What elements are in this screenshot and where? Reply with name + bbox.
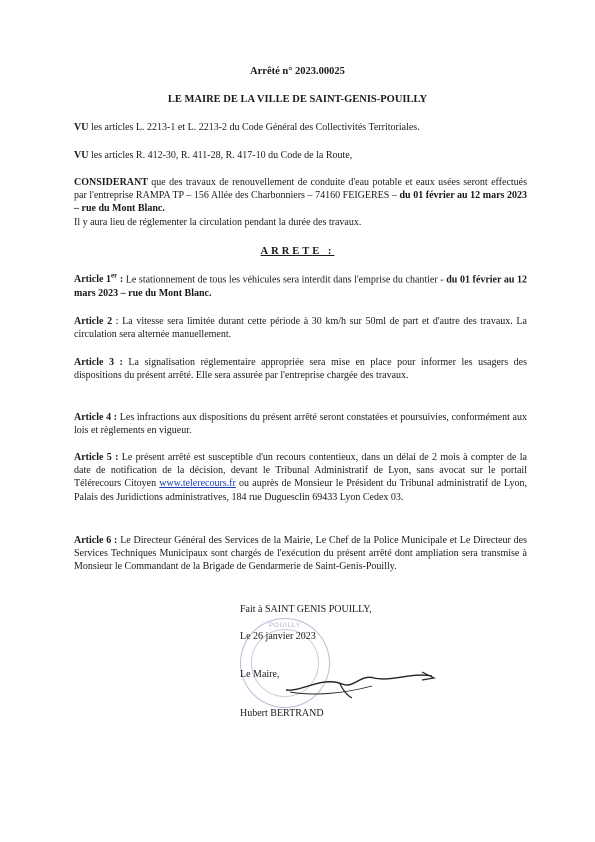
stamp-text: POUILLY <box>269 623 301 629</box>
considerant-tail: Il y aura lieu de réglementer la circulation pendant la durée des travaux. <box>74 216 362 228</box>
issuing-authority: LE MAIRE DE LA VILLE DE SAINT-GENIS-POUILLY <box>167 94 428 105</box>
vu-paragraph-2 <box>74 149 527 162</box>
article-dates: du 01 février au 12 mars 2023 – rue du Mont Blanc. <box>74 274 527 299</box>
article-3 <box>74 356 527 382</box>
signature-role: Le Maire, <box>240 669 280 680</box>
handwritten-signature <box>282 662 442 702</box>
article-text: La signalisation réglementaire appropriée sera mise en place pour informer les usagers des dispositions du présent arrêté. Elle sera assurée par l'entreprise chargée des travaux. <box>74 357 527 382</box>
article-text: Le présent arrêté est susceptible d'un recours contentieux, dans un délai de 2 mois à compter de la date de notification de la décision, devant le Tribunal Administratif de Lyon, sans avocat sur le portail Télérecours Citoyen <box>74 452 527 490</box>
signatory-name: Hubert BERTRAND <box>240 708 324 719</box>
considerant-label: CONSIDERANT <box>74 177 148 188</box>
arrete-heading: ARRETE : <box>260 246 335 257</box>
article-label: Article 3 : <box>74 357 123 368</box>
signature-date: Le 26 janvier 2023 <box>240 631 316 642</box>
article-label: Article 4 : <box>74 412 118 423</box>
vu-text: les articles R. 412-30, R. 411-28, R. 417-10 du Code de la Route, <box>88 150 353 161</box>
considerant-dates: du 01 février au 12 mars 2023 – rue du Mont Blanc. <box>74 190 528 215</box>
article-1 <box>74 270 527 300</box>
article-text: : La vitesse sera limitée durant cette période à 30 km/h sur 50ml de part et d'autre des travaux. La circulation sera alternée manuellement. <box>74 316 527 341</box>
arrete-number: Arrêté n° 2023.00025 <box>250 66 345 77</box>
article-2 <box>74 315 527 341</box>
vu-text: les articles L. 2213-1 et L. 2213-2 du Code Général des Collectivités Territoriales. <box>88 122 420 133</box>
article-label: Article 2 <box>74 316 113 327</box>
article-4 <box>74 411 527 437</box>
vu-paragraph-1 <box>74 121 527 134</box>
considerant-paragraph <box>74 176 527 229</box>
article-label: Article 1er : <box>74 272 124 286</box>
article-text-continued: ou auprès de Monsieur le Président du Tribunal administratif de Lyon, Palais des Juridictions administratives, 184 rue Duguesclin 69433 Lyon Cedex 03. <box>74 478 528 503</box>
article-text: Le Directeur Général des Services de la Mairie, Le Chef de la Police Municipale et Le Directeur des Services Techniques Municipaux sont chargés de l'exécution du présent arrêté dont ampliation sera transmise à Monsieur le Commandant de la Brigade de Gendarmerie de Saint-Genis-Pouilly. <box>74 535 527 573</box>
considerant-text: que des travaux de renouvellement de conduite d'eau potable et eaux usées seront effectués par l'entreprise RAMPA TP – 156 Allée des Charbonniers – 74160 FEIGERES – <box>74 177 527 202</box>
telerecours-link[interactable]: www.telerecours.fr <box>159 478 236 490</box>
article-text: Le stationnement de tous les véhicules sera interdit dans l'emprise du chantier - <box>123 274 447 286</box>
signature-place: Fait à SAINT GENIS POUILLY, <box>240 604 372 615</box>
vu-label: VU <box>74 150 89 161</box>
article-6 <box>74 534 527 574</box>
vu-label: VU <box>74 122 89 133</box>
article-label: Article 5 : <box>74 452 119 463</box>
article-label: Article 6 : <box>74 535 118 546</box>
article-text: Les infractions aux dispositions du présent arrêté seront constatées et poursuivies, conformément aux lois et règlements en vigueur. <box>74 412 527 437</box>
article-5 <box>74 451 527 504</box>
